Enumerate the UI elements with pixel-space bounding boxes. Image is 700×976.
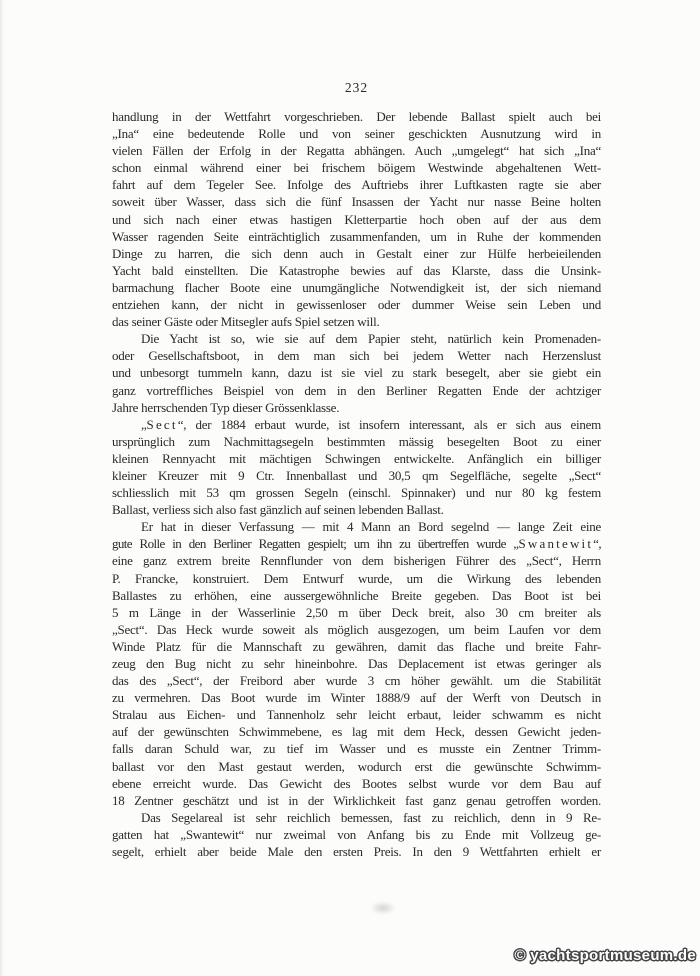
text-line: gute Rolle in den Berliner Regatten gespielt; um ihn zu übertreffen wurde „Swantewit“,: [112, 536, 601, 552]
text-block: [112, 108, 601, 860]
text-line: „Sect“. Das Heck wurde soweit als möglich ausgezogen, um beim Laufen vor dem: [112, 621, 601, 637]
text-line: kleinen Rennyacht mit mächtigen Schwingen entwickelte. Anfänglich ein billiger: [112, 450, 601, 466]
text-line: Jahre herrschenden Typ dieser Grössenklasse.: [112, 399, 340, 415]
text-line: zeug den Bug nicht zu sehr hineinbohre. Das Deplacement ist etwas geringer als: [112, 656, 601, 671]
text-line: ebene erreicht wurde. Das Gewicht des Bootes selbst wurde vor dem Bau auf: [112, 775, 601, 791]
text-line: 18 Zentner geschätzt und ist in der Wirklichkeit fast ganz genau getroffen worden.: [112, 792, 601, 808]
text-line: soweit über Wasser, dass sich die fünf Insassen der Yacht nur nasse Beine holten: [112, 194, 601, 210]
text-line: Das Segelareal ist sehr reichlich bemessen, fast zu reichlich, denn in 9 Re-: [141, 809, 601, 825]
watermark: © yachtsportmuseum.de: [514, 947, 696, 964]
text-line: kleiner Kreuzer mit 9 Ctr. Innenballast und 30,5 qm Segelfläche, segelte „Sect“: [112, 467, 601, 483]
text-line: und unbesorgt tummeln kann, dazu ist sie viel zu stark besegelt, aber sie giebt ein: [112, 365, 601, 381]
text-line: Er hat in dieser Verfassung — mit 4 Mann an Bord segelnd — lange Zeit eine: [141, 519, 601, 535]
text-line: das des „Sect“, der Freibord aber wurde 3 cm höher gewählt. um die Stabilität: [112, 673, 601, 689]
text-line: handlung in der Wettfahrt vorgeschrieben. Der lebende Ballast spielt auch bei: [112, 109, 601, 124]
text-line: vielen Fällen der Erfolg in der Regatta abhängen. Auch „umgelegt“ hat sich „Ina“: [112, 143, 601, 159]
scan-edge: [0, 0, 4, 976]
text-line: Ballastes zu erhöhen, eine aussergewöhnliche Breite gegeben. Das Boot ist bei: [112, 587, 601, 603]
text-line: „Ina“ eine bedeutende Rolle und von seiner geschickten Ausnutzung wird in: [112, 126, 601, 142]
text-line: Ballast, verliess sich also fast gänzlich auf seinen lebenden Ballast.: [112, 502, 444, 518]
text-line: 5 m Länge in der Wasserlinie 2,50 m über Deck breit, also 30 cm breiter als: [112, 604, 601, 620]
text-line: und sich nach einer etwas hastigen Kletterpartie hoch oben auf der aus dem: [112, 211, 601, 227]
text-line: gatten hat „Swantewit“ nur zweimal von Anfang bis zu Ende mit Vollzeug ge-: [112, 826, 601, 842]
text-line: Yacht bald einstellten. Die Katastrophe bewies auf das Klarste, dass die Unsink-: [112, 262, 601, 278]
text-line: ursprünglich zum Nachmittagsegeln bestimmten mässig besegelten Boot zu einer: [112, 433, 601, 449]
text-line: schliesslich mit 53 qm grossen Segeln (einschl. Spinnaker) und nur 80 kg festem: [112, 485, 601, 501]
text-line: Stralau aus Eichen- und Tannenholz sehr leicht erbaut, leider schwamm es nicht: [112, 707, 601, 723]
text-line: zu vermehren. Das Boot wurde im Winter 1888/9 auf der Werft von Deutsch in: [112, 690, 601, 706]
text-line: Dinge zu harren, die sich denn auch in Gestalt einer zur Hülfe herbeieilenden: [112, 245, 601, 261]
text-line: ganz vortreffliches Beispiel von dem in den Berliner Regatten Ende der achtziger: [112, 382, 601, 398]
text-line: Die Yacht ist so, wie sie auf dem Papier steht, natürlich kein Promenaden-: [141, 331, 601, 347]
text-line: „Sect“, der 1884 erbaut wurde, ist insofern interessant, als er sich aus einem: [141, 416, 601, 432]
text-line: auf der gewünschten Schwimmebene, es lag mit dem Heck, dessen Gewicht jeden-: [112, 724, 601, 740]
scan-smudge: [370, 901, 396, 915]
letterspaced-text: Swantewit: [518, 536, 594, 552]
page-number: 232: [344, 80, 369, 95]
text-line: segelt, erhielt aber beide Male den ersten Preis. In den 9 Wettfahrten erhielt er: [112, 844, 601, 860]
text-line: P. Francke, konstruiert. Dem Entwurf wurde, um die Wirkung des lebenden: [112, 570, 601, 586]
text-line: schon einmal während einer bei frischem böigem Westwinde abgehaltenen Wett-: [112, 160, 601, 176]
text-line: eine ganz extrem breite Rennflunder von dem bisherigen Führer des „Sect“, Herrn: [112, 553, 601, 569]
text-line: Wasser ragenden Seite einträchtiglich zusammenfanden, um in Ruhe der kommenden: [112, 228, 601, 244]
text-line: oder Gesellschaftsboot, in dem man sich bei jedem Wetter nach Herzenslust: [112, 348, 601, 364]
letterspaced-text: Sect: [146, 416, 178, 432]
text-line: fahrt auf dem Tegeler See. Infolge des Auftriebs ihrer Luftkasten ragte sie aber: [112, 177, 601, 193]
text-line: entziehen kann, der nicht in gewissenloser oder dummer Weise sein Leben und: [112, 297, 601, 313]
text-line: Winde Platz für die Mannschaft zu gewähren, damit das flache und breite Fahr-: [112, 638, 601, 654]
text-line: barmachung flacher Boote eine unumgängliche Notwendigkeit ist, der sich niemand: [112, 279, 601, 295]
text-line: ballast vor den Mast gestaut werden, wodurch erst die gewünschte Schwimm-: [112, 758, 601, 774]
text-line: das seiner Gäste oder Mitsegler aufs Spiel setzen will.: [112, 314, 380, 330]
text-line: falls daran Schuld war, zu tief im Wasser und es musste ein Zentner Trimm-: [112, 741, 601, 757]
